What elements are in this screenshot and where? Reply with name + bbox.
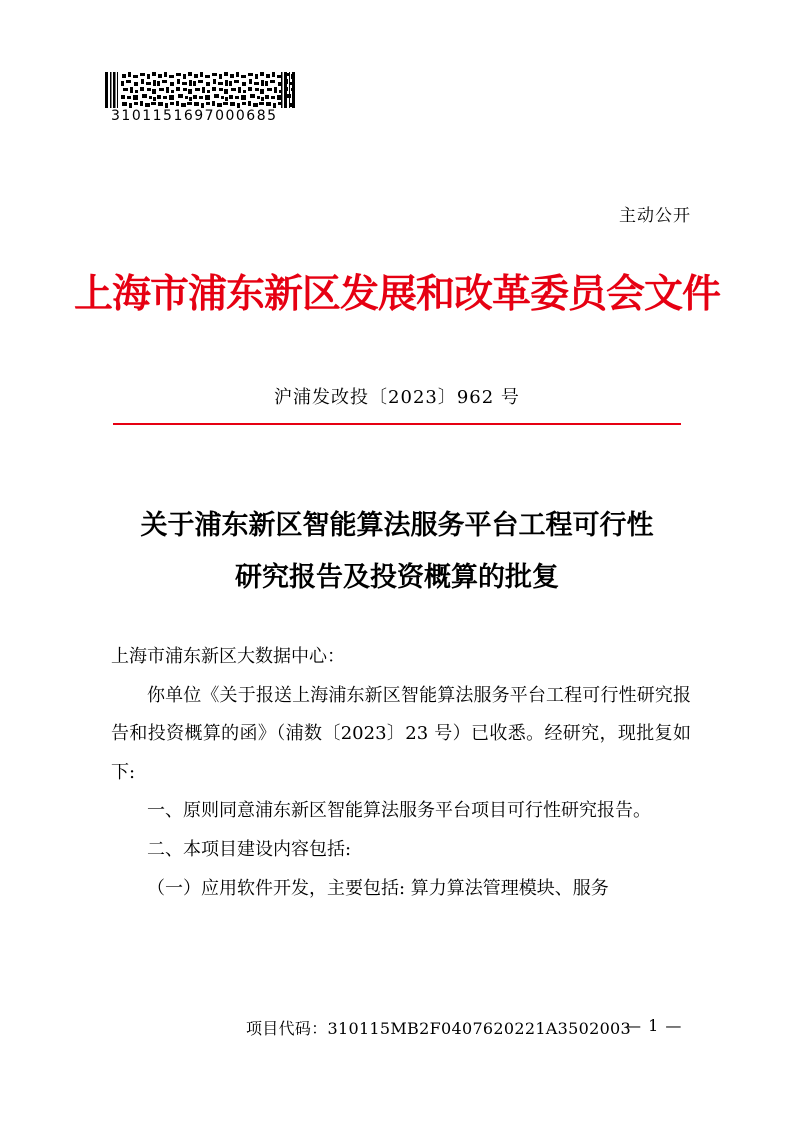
addressee: 上海市浦东新区大数据中心： (111, 646, 345, 667)
document-body (111, 638, 691, 908)
body-paragraph-1: 你单位《关于报送上海浦东新区智能算法服务平台工程可行性研究报告和投资概算的函》（浦数〔2023〕23 号）已收悉。经研究，现批复如下: (111, 684, 691, 783)
barcode-number: 3101151697000685 (111, 108, 278, 124)
disclosure-label: 主动公开 (619, 206, 691, 226)
red-divider-line (113, 423, 681, 425)
body-paragraph-4: （一）应用软件开发，主要包括: 算力算法管理模块、服务 (147, 877, 609, 899)
project-code: 项目代码：310115MB2F0407620221A3502003 (246, 1019, 632, 1038)
body-paragraph-2: 一、原则同意浦东新区智能算法服务平台项目可行性研究报告。 (147, 800, 651, 822)
page-number: — 1 — (625, 1016, 683, 1035)
document-number: 沪浦发改投〔2023〕962 号 (274, 387, 520, 408)
document-title-line-2: 研究报告及投资概算的批复 (235, 562, 559, 593)
barcode (105, 72, 295, 108)
page-footer (0, 1016, 794, 1040)
issuing-org-header: 上海市浦东新区发展和改革委员会文件 (73, 271, 720, 317)
document-title-line-1: 关于浦东新区智能算法服务平台工程可行性 (140, 510, 654, 541)
document-title (0, 500, 794, 604)
body-paragraph-3: 二、本项目建设内容包括: (147, 838, 352, 860)
